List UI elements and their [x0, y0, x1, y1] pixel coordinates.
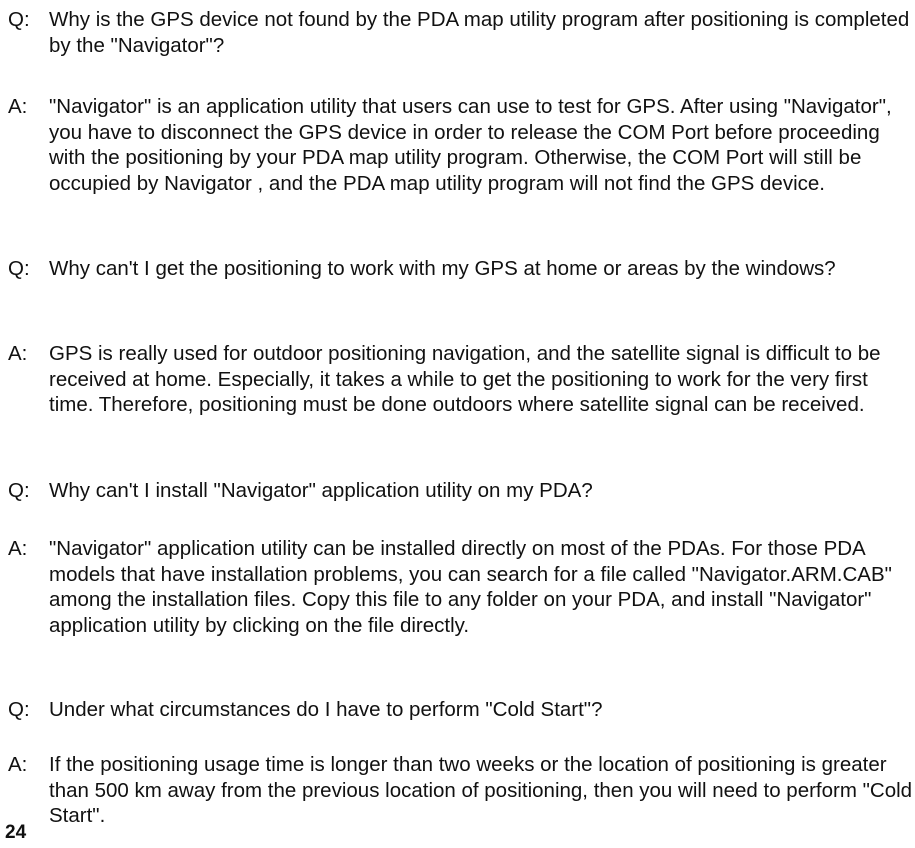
answer-text: "Navigator" application utility can be installed directly on most of the PDAs. For those PDA models that have installation problems, you can search for a file called "Navigator.ARM.CAB" among the installation files. Copy this file to any folder on your PDA, and install "Navigator" application utility by clicking on the file directly. [49, 537, 892, 637]
answer-4 [8, 752, 915, 829]
question-text: Why can't I install "Navigator" application utility on my PDA? [49, 479, 593, 502]
answer-label: A: [8, 95, 28, 118]
answer-label: A: [8, 537, 28, 560]
question-1 [8, 7, 915, 58]
question-text: Why is the GPS device not found by the PDA map utility program after positioning is completed by the "Navigator"? [49, 8, 910, 57]
question-2 [8, 256, 915, 282]
question-label: Q: [8, 8, 30, 31]
answer-label: A: [8, 753, 28, 776]
question-4 [8, 697, 915, 723]
answer-2 [8, 341, 915, 418]
answer-1 [8, 94, 915, 196]
answer-text: If the positioning usage time is longer than two weeks or the location of positioning is greater than 500 km away from the previous location of positioning, then you will need to perform "Cold Start". [49, 753, 913, 827]
answer-3 [8, 536, 915, 638]
answer-label: A: [8, 342, 28, 365]
question-label: Q: [8, 479, 30, 502]
question-label: Q: [8, 257, 30, 280]
question-3 [8, 478, 915, 504]
page-number: 24 [5, 822, 27, 843]
answer-text: GPS is really used for outdoor positioning navigation, and the satellite signal is difficult to be received at home. Especially, it takes a while to get the positioning to work for the very first time. Therefore, positioning must be done outdoors where satellite signal can be received. [49, 342, 881, 416]
question-text: Under what circumstances do I have to perform "Cold Start"? [49, 698, 603, 721]
answer-text: "Navigator" is an application utility that users can use to test for GPS. After using "Navigator", you have to disconnect the GPS device in order to release the COM Port before proceeding with the positioning by your PDA map utility program. Otherwise, the COM Port will still be occupied by Navigator , and the PDA map utility program will not find the GPS device. [49, 95, 892, 195]
question-label: Q: [8, 698, 30, 721]
question-text: Why can't I get the positioning to work with my GPS at home or areas by the windows? [49, 257, 836, 280]
